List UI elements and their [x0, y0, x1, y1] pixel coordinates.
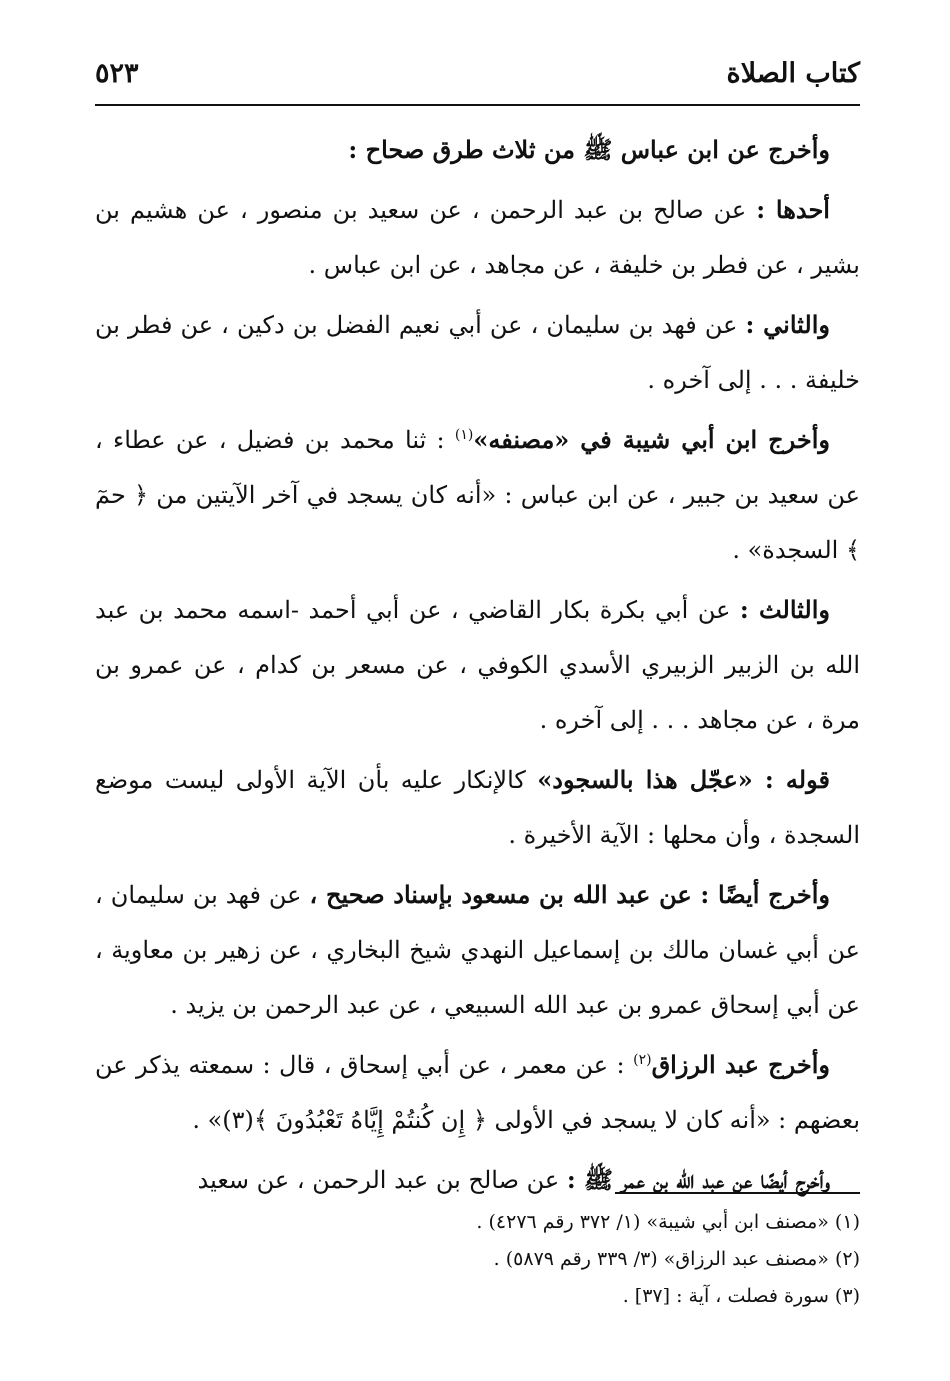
main-text [95, 122, 860, 1212]
paragraph [95, 297, 860, 408]
paragraph-lead: وأخرج ابن أبي شيبة في «مصنفه» [473, 425, 830, 454]
page-header [95, 52, 860, 106]
paragraph-lead: وأخرج عبد الرزاق [651, 1050, 830, 1079]
footnotes [95, 1204, 860, 1315]
paragraph-text: عن أبي بكرة بكار القاضي ، عن أبي أحمد -اسمه محمد بن عبد الله بن الزبير الزبيري الأسدي الكوفي ، عن مسعر بن كدام ، عن عمرو بن مرة ، عن مجاهد . . . إلى آخره . [95, 596, 860, 734]
footnote: (٢) «مصنف عبد الرزاق» (٣/ ٣٣٩ رقم ٥٨٧٩) . [493, 1248, 860, 1270]
footnote-mark: (٢) [633, 1052, 652, 1068]
paragraph [95, 122, 860, 178]
paragraph-text: : ثنا محمد بن فضيل ، عن عطاء ، عن سعيد بن جبير ، عن ابن عباس : «أنه كان يسجد في آخر الآيتين من ﴿ حمٓ ﴾ السجدة» . [95, 426, 860, 564]
footnote-mark: (١) [454, 427, 474, 443]
chapter-title: كتاب الصلاة [726, 58, 860, 89]
paragraph-lead: قوله : «عجّل هذا بالسجود» [537, 765, 830, 794]
paragraph [95, 867, 860, 1033]
footnote: (١) «مصنف ابن أبي شيبة» (١/ ٣٧٢ رقم ٤٢٧٦) . [476, 1211, 860, 1233]
paragraph [95, 412, 860, 578]
paragraph-text: عن صالح بن عبد الرحمن ، عن سعيد [197, 1166, 560, 1194]
paragraph [95, 182, 860, 293]
footnote: (٣) سورة فصلت ، آية : [٣٧] . [622, 1285, 860, 1307]
paragraph-lead: والثالث : [739, 595, 830, 624]
paragraph-lead: وأخرج أيضًا : عن عبد الله بن مسعود بإسناد صحيح ، [309, 880, 830, 909]
paragraph-text: كالإنكار عليه بأن الآية الأولى ليست موضع السجدة ، وأن محلها : الآية الأخيرة . [95, 766, 860, 849]
paragraph-lead: أحدها : [756, 195, 830, 224]
paragraph [95, 1152, 860, 1208]
paragraph [95, 1037, 860, 1148]
paragraph-lead: وأخرج أيضًا عن عبد الله بن عمر ﷺ : [566, 1165, 830, 1194]
paragraph-text: عن فهد بن سليمان ، عن أبي نعيم الفضل بن دكين ، عن فطر بن خليفة . . . إلى آخره . [95, 311, 860, 394]
paragraph-text: عن صالح بن عبد الرحمن ، عن سعيد بن منصور ، عن هشيم بن بشير ، عن فطر بن خليفة ، عن مجاهد ، عن ابن عباس . [95, 196, 860, 279]
paragraph-lead: والثاني : [745, 310, 830, 339]
footnote-separator [615, 1192, 860, 1194]
paragraph [95, 752, 860, 863]
paragraph-lead: وأخرج عن ابن عباس ﷺ من ثلاث طرق صحاح : [348, 135, 830, 164]
paragraph-text: عن فهد بن سليمان ، عن أبي غسان مالك بن إسماعيل النهدي شيخ البخاري ، عن زهير بن معاوية ، عن أبي إسحاق عمرو بن عبد الله السبيعي ، عن عبد الرحمن بن يزيد . [95, 881, 860, 1019]
page-number: ٥٢٣ [95, 58, 139, 89]
paragraph [95, 582, 860, 748]
paragraph-text: : عن معمر ، عن أبي إسحاق ، قال : سمعته يذكر عن بعضهم : «أنه كان لا يسجد في الأولى ﴿ إِن كُنتُمْ إِيَّاهُ تَعْبُدُونَ ﴾(٣)» . [95, 1051, 860, 1134]
